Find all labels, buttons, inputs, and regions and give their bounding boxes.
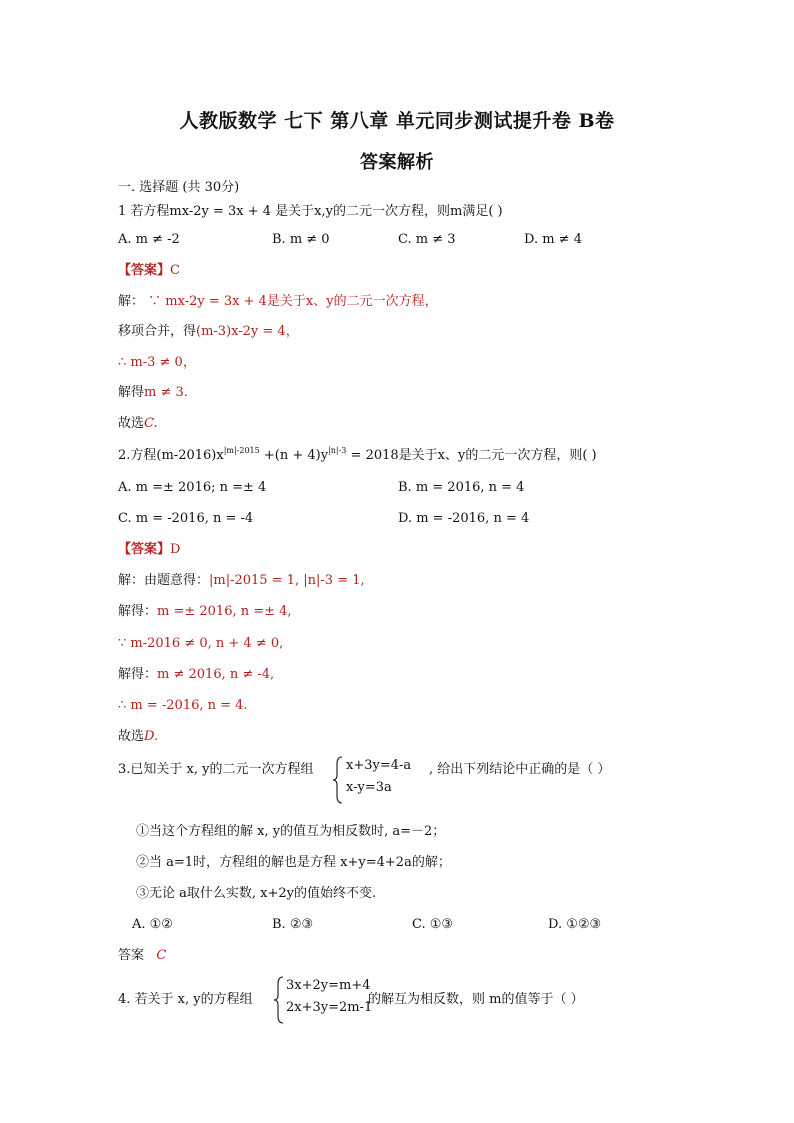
q1-option-a: A. m ≠ -2 [118,232,180,247]
q4-equation-1: 3x+2y=m+4 [286,978,371,993]
q1-option-d: D. m ≠ 4 [524,232,582,247]
q3-statement-2: ②当 a=1时，方程组的解也是方程 x+y=4+2a的解； [136,855,451,870]
q2-solution-line5: ∴ m = -2016, n = 4. [118,698,248,713]
q1-conclusion: 故选C. [118,416,158,431]
q2-option-b: B. m = 2016, n = 4 [398,480,525,495]
q3-option-c: C. ①③ [412,917,454,932]
q1-option-c: C. m ≠ 3 [398,232,456,247]
q2-option-d: D. m = -2016, n = 4 [398,511,530,526]
q2-solution-line1: 解：由题意得：|m|-2015 = 1, |n|-3 = 1, [118,573,365,588]
q2-option-a: A. m =± 2016; n =± 4 [118,480,267,495]
q3-statement-1: ①当这个方程组的解 x, y的值互为相反数时, a=－2； [136,824,446,839]
q3-stem-b: , 给出下列结论中正确的是（ ） [429,762,611,777]
q3-option-b: B. ②③ [272,917,314,932]
q2-answer: 【答案】D [118,542,181,557]
q1-solution-line1: 解： ∵ mx-2y = 3x + 4是关于x、y的二元一次方程， [118,294,438,309]
q4-stem-a: 4. 若关于 x, y的方程组 [118,992,253,1007]
q3-system-brace [333,756,343,808]
q1-option-b: B. m ≠ 0 [272,232,330,247]
q3-statement-3: ③无论 a取什么实数, x+2y的值始终不变. [136,886,377,901]
q3-option-d: D. ①②③ [548,917,602,932]
q1-answer: 【答案】C [118,263,180,278]
q2-conclusion: 故选D. [118,729,159,744]
q2-solution-line2: 解得：m =± 2016, n =± 4, [118,604,292,619]
section-heading: 一. 选择题 (共 30分) [118,180,240,195]
q4-stem-b: 的解互为相反数，则 m的值等于（ ） [368,992,584,1007]
q1-solution-line3: ∴ m-3 ≠ 0， [118,355,196,370]
page-title: 人教版数学 七下 第八章 单元同步测试提升卷 B卷 [179,110,615,132]
q2-stem: 2.方程$(m-2016)x^{|m|-2015} +(n + 4)y^{|n|-3} = 2018$是关于x、y的二元一次方程，则( ) [118,446,597,463]
q1-stem: 1 若方程mx-2y = 3x + 4 是关于x,y的二元一次方程，则m满足( ) [118,204,503,219]
q3-system [346,755,411,799]
q2-solution-line4: 解得：m ≠ 2016, n ≠ -4, [118,667,275,682]
q3-answer: 答案 C [118,948,167,963]
q4-system-brace [274,976,284,1028]
q3-equation-2: x-y=3a [346,780,392,795]
q3-stem-a: 3.已知关于 x, y的二元一次方程组 [118,762,314,777]
left-brace-icon [274,976,284,1024]
page-subtitle: 答案解析 [360,152,434,173]
q2-option-c: C. m = -2016, n = -4 [118,511,254,526]
q3-option-a: A. ①② [132,917,173,932]
q1-solution-line2: 移项合并，得(m-3)x-2y = 4， [118,324,299,339]
q3-equation-1: x+3y=4-a [346,758,412,773]
q4-system [286,975,372,1019]
left-brace-icon [333,756,343,804]
q1-solution-line4: 解得m ≠ 3. [118,385,188,400]
q4-equation-2: 2x+3y=2m-1 [286,1000,373,1015]
q2-solution-line3: ∵ m-2016 ≠ 0, n + 4 ≠ 0, [118,636,284,651]
